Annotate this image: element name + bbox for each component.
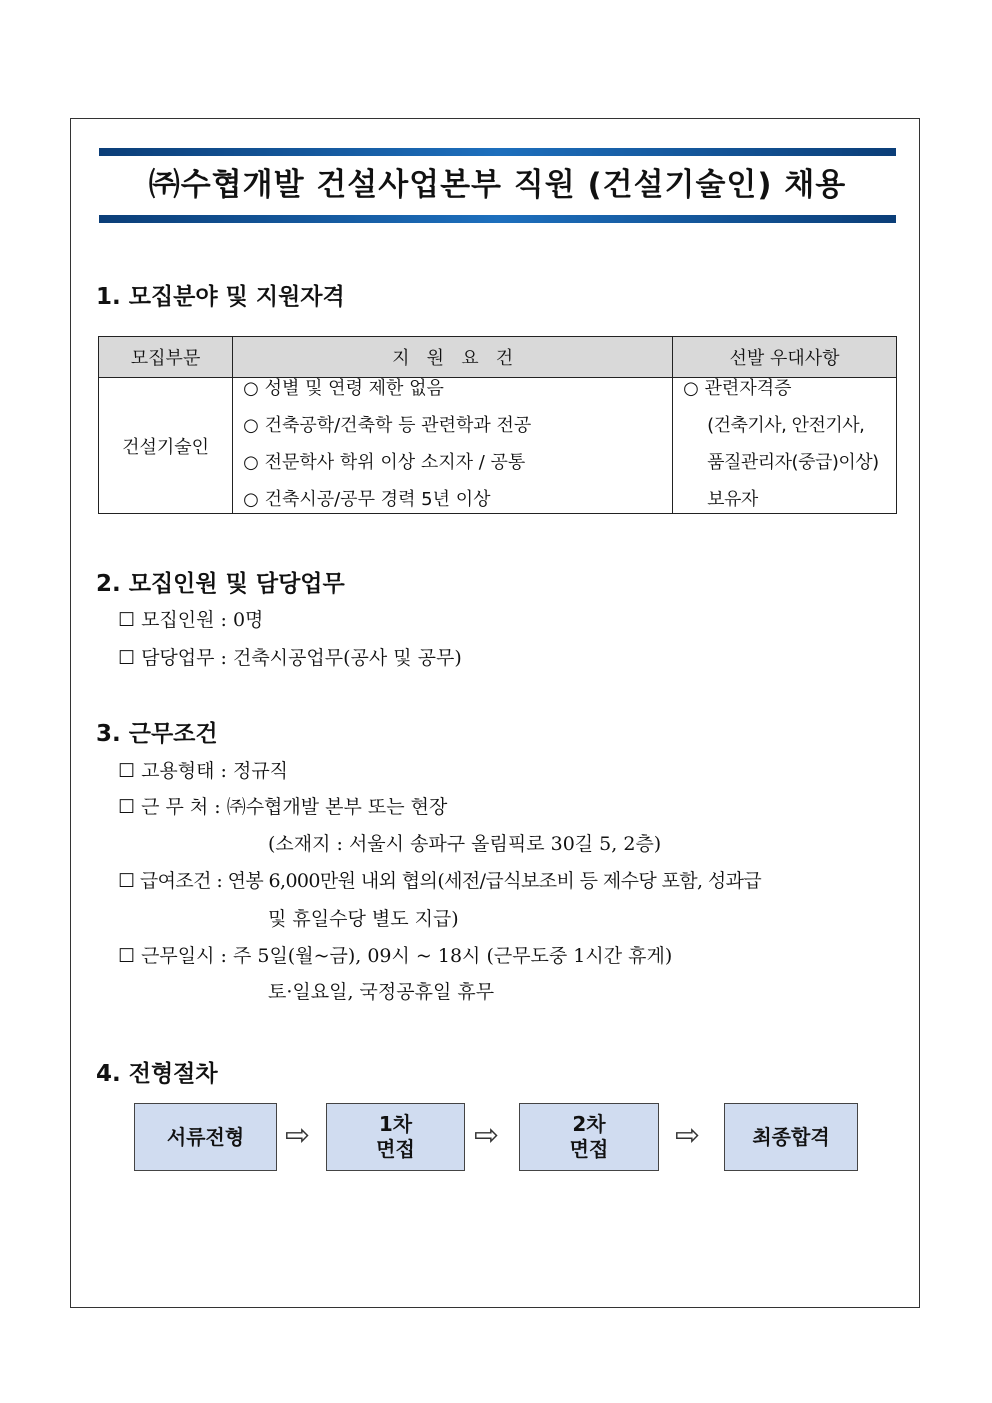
arrow-icon: ⇨ [285,1118,311,1153]
arrow-icon: ⇨ [474,1118,500,1153]
recruit-count: ☐ 모집인원 : 0명 [118,609,264,631]
step-first-interview [326,1103,465,1171]
requirement-item: ○ 성별 및 연령 제한 없음 [243,378,444,399]
salary-terms: ☐ 급여조건 : 연봉 6,000만원 내외 협의(세전/급식보조비 등 제수당 포함, 성과급 [118,870,762,892]
step-label: 면접 [569,1137,609,1161]
requirement-item: ○ 건축공학/건축학 등 관련학과 전공 [243,415,532,436]
salary-terms-cont: 및 휴일수당 별도 지급) [268,908,459,930]
step-second-interview [519,1103,659,1171]
step-label: 서류전형 [166,1124,245,1149]
step-label: 2차 [572,1112,606,1136]
title-bar-bottom [99,215,896,223]
field-cell: 건설기술인 [99,378,233,514]
section-1-heading: 1. 모집분야 및 지원자격 [96,284,345,310]
preference-item: 품질관리자(중급)이상) [707,452,879,473]
section-3-heading: 3. 근무조건 [96,721,218,747]
requirement-item: ○ 전문학사 학위 이상 소지자 / 공통 [243,452,526,473]
step-label: 최종합격 [752,1124,830,1149]
work-hours: ☐ 근무일시 : 주 5일(월~금), 09시 ~ 18시 (근무도중 1시간 휴게) [118,945,673,967]
section-4-heading: 4. 전형절차 [96,1061,218,1087]
work-hours-cont: 토·일요일, 국정공휴일 휴무 [268,981,495,1003]
preference-item: 보유자 [707,489,758,510]
requirement-item: ○ 건축시공/공무 경력 5년 이상 [243,489,491,510]
requirements-table [98,336,897,514]
workplace-address: (소재지 : 서울시 송파구 올림픽로 30길 5, 2층) [268,833,662,855]
workplace: ☐ 근 무 처 : ㈜수협개발 본부 또는 현장 [118,796,448,818]
table-row [99,378,897,514]
table-header-row [99,337,897,378]
preference-item: (건축기사, 안전기사, [707,415,865,436]
header-requirements: 지 원 요 건 [233,337,673,378]
title-bar-top [99,148,896,156]
step-final-pass [724,1103,858,1171]
arrow-icon: ⇨ [675,1118,701,1153]
preferences-cell [673,378,897,514]
step-label: 면접 [376,1137,415,1161]
preference-item: ○ 관련자격증 [683,378,792,399]
header-preferences: 선발 우대사항 [673,337,897,378]
page-title: ㈜수협개발 건설사업본부 직원 (건설기술인) 채용 [148,167,847,203]
section-2-heading: 2. 모집인원 및 담당업무 [96,571,345,597]
job-duty: ☐ 담당업무 : 건축시공업무(공사 및 공무) [118,647,462,669]
step-document-screening [134,1103,277,1171]
requirements-cell [233,378,673,514]
header-field: 모집부문 [99,337,233,378]
employment-type: ☐ 고용형태 : 정규직 [118,760,289,782]
step-label: 1차 [378,1112,413,1136]
